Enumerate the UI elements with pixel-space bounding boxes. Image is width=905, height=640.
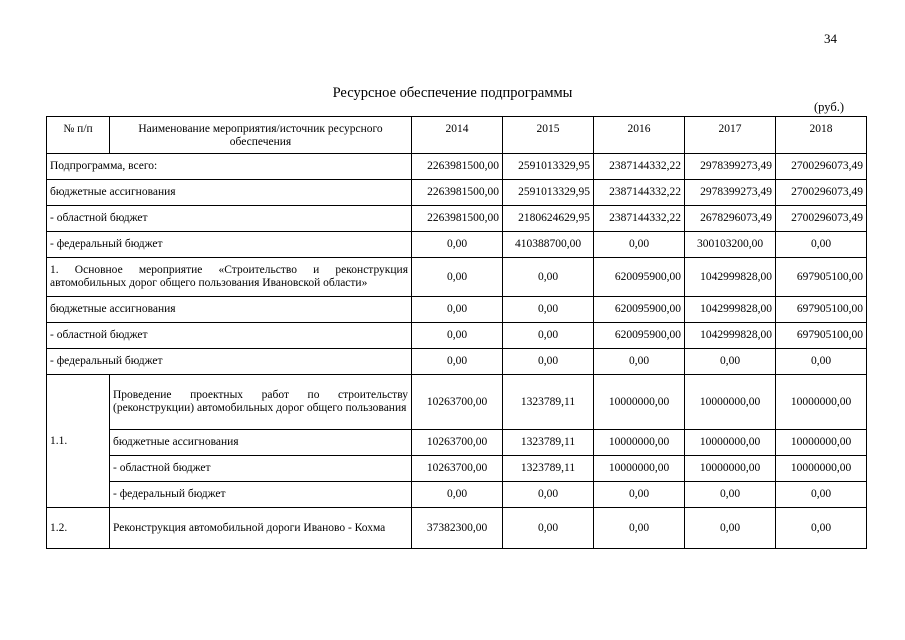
table-row — [47, 456, 867, 482]
cell-value: 0,00 — [685, 349, 776, 375]
item-number: 1.2. — [47, 508, 110, 549]
header-year: 2018 — [776, 117, 867, 154]
page-number: 34 — [824, 31, 837, 46]
cell-value: 300103200,00 — [685, 232, 776, 258]
cell-value: 0,00 — [412, 349, 503, 375]
row-name: - областной бюджет — [110, 456, 412, 482]
cell-value: 0,00 — [503, 508, 594, 549]
cell-value: 0,00 — [412, 232, 503, 258]
table-row — [47, 206, 867, 232]
cell-value: 10000000,00 — [594, 430, 685, 456]
header-year: 2014 — [412, 117, 503, 154]
cell-value: 2387144332,22 — [594, 154, 685, 180]
cell-value: 2591013329,95 — [503, 154, 594, 180]
cell-value: 0,00 — [776, 508, 867, 549]
row-name: - областной бюджет — [47, 206, 412, 232]
row-name: - федеральный бюджет — [47, 232, 412, 258]
table-row — [47, 430, 867, 456]
cell-value: 2263981500,00 — [412, 154, 503, 180]
table-row — [47, 232, 867, 258]
cell-value: 0,00 — [594, 508, 685, 549]
cell-value: 1042999828,00 — [685, 297, 776, 323]
cell-value: 0,00 — [503, 349, 594, 375]
cell-value: 0,00 — [776, 349, 867, 375]
cell-value: 697905100,00 — [776, 258, 867, 297]
cell-value: 697905100,00 — [776, 297, 867, 323]
row-name: бюджетные ассигнования — [47, 180, 412, 206]
table-row — [47, 349, 867, 375]
cell-value: 0,00 — [503, 323, 594, 349]
table-row — [47, 375, 867, 430]
units-label: (руб.) — [814, 100, 844, 114]
cell-value: 0,00 — [503, 482, 594, 508]
header-no: № п/п — [47, 117, 110, 154]
cell-value: 2263981500,00 — [412, 180, 503, 206]
header-year: 2015 — [503, 117, 594, 154]
table-row — [47, 154, 867, 180]
cell-value: 2978399273,49 — [685, 180, 776, 206]
cell-value: 0,00 — [412, 482, 503, 508]
header-year: 2016 — [594, 117, 685, 154]
header-row — [47, 117, 867, 154]
header-name: Наименование мероприятия/источник ресурсного обеспечения — [110, 117, 412, 154]
cell-value: 0,00 — [412, 297, 503, 323]
cell-value: 10000000,00 — [594, 375, 685, 430]
cell-value: 10000000,00 — [685, 430, 776, 456]
cell-value: 2263981500,00 — [412, 206, 503, 232]
cell-value: 2387144332,22 — [594, 206, 685, 232]
cell-value: 2387144332,22 — [594, 180, 685, 206]
cell-value: 10263700,00 — [412, 375, 503, 430]
table-row — [47, 180, 867, 206]
header-year: 2017 — [685, 117, 776, 154]
cell-value: 2700296073,49 — [776, 180, 867, 206]
cell-value: 0,00 — [685, 508, 776, 549]
cell-value: 620095900,00 — [594, 323, 685, 349]
page-title: Ресурсное обеспечение подпрограммы — [332, 85, 573, 101]
cell-value: 2591013329,95 — [503, 180, 594, 206]
cell-value: 0,00 — [412, 258, 503, 297]
row-name: - федеральный бюджет — [110, 482, 412, 508]
cell-value: 2700296073,49 — [776, 206, 867, 232]
row-name: бюджетные ассигнования — [110, 430, 412, 456]
cell-value: 1323789,11 — [503, 456, 594, 482]
cell-value: 37382300,00 — [412, 508, 503, 549]
cell-value: 2978399273,49 — [685, 154, 776, 180]
cell-value: 10000000,00 — [776, 430, 867, 456]
cell-value: 10000000,00 — [776, 375, 867, 430]
cell-value: 10263700,00 — [412, 456, 503, 482]
cell-value: 0,00 — [594, 349, 685, 375]
cell-value: 10263700,00 — [412, 430, 503, 456]
table-row — [47, 508, 867, 549]
row-name: - областной бюджет — [47, 323, 412, 349]
table-row — [47, 258, 867, 297]
cell-value: 410388700,00 — [503, 232, 594, 258]
table-row — [47, 297, 867, 323]
cell-value: 1042999828,00 — [685, 258, 776, 297]
cell-value: 0,00 — [503, 297, 594, 323]
table-row — [47, 323, 867, 349]
cell-value: 620095900,00 — [594, 297, 685, 323]
cell-value: 2678296073,49 — [685, 206, 776, 232]
row-name: Проведение проектных работ по строительству (реконструкции) автомобильных дорог общего пользования — [110, 375, 412, 430]
row-name: Подпрограмма, всего: — [47, 154, 412, 180]
row-name: 1. Основное мероприятие «Строительство и реконструкция автомобильных дорог общего пользования Ивановской области» — [47, 258, 412, 297]
row-name: бюджетные ассигнования — [47, 297, 412, 323]
cell-value: 10000000,00 — [776, 456, 867, 482]
table-row — [47, 482, 867, 508]
cell-value: 0,00 — [685, 482, 776, 508]
cell-value: 1323789,11 — [503, 375, 594, 430]
cell-value: 2180624629,95 — [503, 206, 594, 232]
cell-value: 10000000,00 — [685, 456, 776, 482]
resource-table — [46, 116, 867, 549]
row-name: Реконструкция автомобильной дороги Иваново - Кохма — [110, 508, 412, 549]
cell-value: 10000000,00 — [685, 375, 776, 430]
cell-value: 620095900,00 — [594, 258, 685, 297]
cell-value: 0,00 — [776, 482, 867, 508]
cell-value: 10000000,00 — [594, 456, 685, 482]
cell-value: 2700296073,49 — [776, 154, 867, 180]
item-number: 1.1. — [47, 375, 110, 508]
cell-value: 697905100,00 — [776, 323, 867, 349]
cell-value: 0,00 — [594, 232, 685, 258]
cell-value: 0,00 — [503, 258, 594, 297]
cell-value: 0,00 — [412, 323, 503, 349]
cell-value: 0,00 — [594, 482, 685, 508]
row-name: - федеральный бюджет — [47, 349, 412, 375]
cell-value: 1042999828,00 — [685, 323, 776, 349]
cell-value: 1323789,11 — [503, 430, 594, 456]
cell-value: 0,00 — [776, 232, 867, 258]
